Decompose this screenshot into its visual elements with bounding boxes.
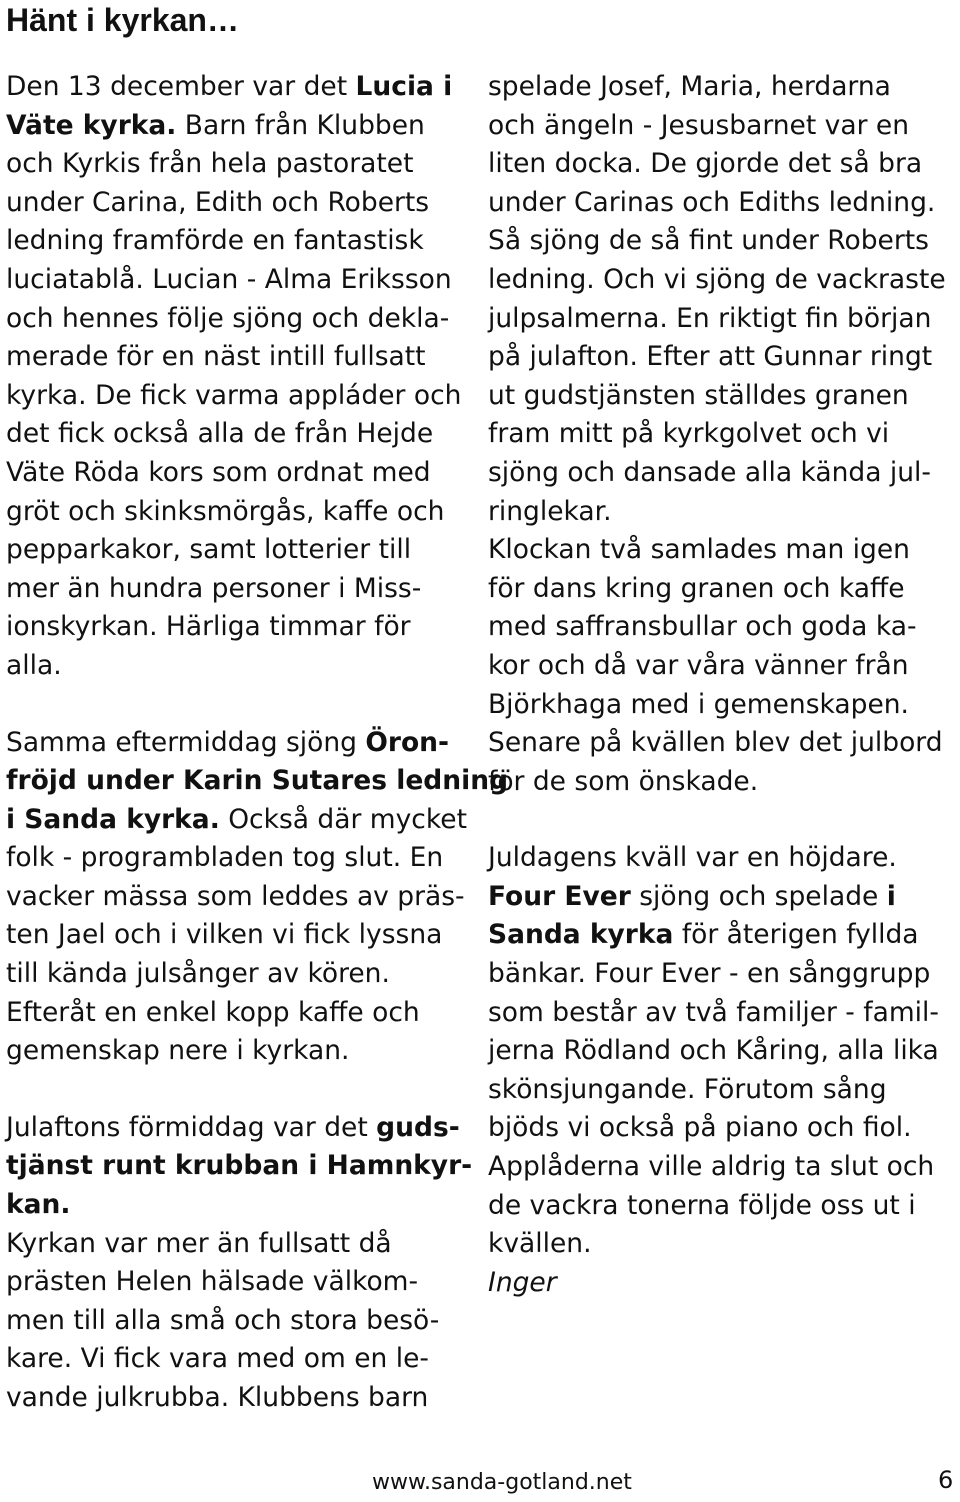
text-line: på julafton. Efter att Gunnar ringt: [488, 341, 933, 373]
text-line: Kyrkan var mer än fullsatt då: [6, 1227, 392, 1259]
footer-url: www.sanda-gotland.net: [372, 1470, 632, 1495]
text-line: och hennes följe sjöng och dekla-: [6, 302, 450, 334]
text-line: Väte kyrka. Barn från Klubben: [6, 109, 425, 141]
paragraph-spacer: [6, 686, 476, 724]
text-line: Väte Röda kors som ordnat med: [6, 456, 431, 488]
text-line: mer än hundra personer i Miss-: [6, 572, 422, 604]
text-line: merade för en näst intill fullsatt: [6, 341, 426, 373]
bold-text: Öron-: [365, 726, 450, 758]
text-line: under Carinas och Ediths ledning.: [488, 186, 936, 218]
bold-text: Lucia i: [355, 71, 453, 102]
text-line: som består av två familjer - famil-: [488, 996, 939, 1028]
paragraph-spacer: [6, 1071, 476, 1109]
left-column: [6, 68, 509, 1418]
text-line: Så sjöng de så fint under Roberts: [488, 225, 929, 257]
text-line: ionskyrkan. Härliga timmar för: [6, 611, 411, 643]
text-line: Applåderna ville aldrig ta slut och: [488, 1151, 935, 1183]
text-line: spelade Josef, Maria, herdarna: [488, 71, 891, 102]
text-line: kvällen.: [488, 1228, 592, 1260]
text-line: Julaftons förmiddag var det guds-: [6, 1111, 460, 1143]
bold-text: i Sanda kyrka.: [6, 803, 220, 835]
text-line: Juldagens kväll var en höjdare.: [488, 842, 897, 874]
paragraph-julafton-cont: [488, 68, 954, 801]
text-line: jerna Rödland och Kåring, alla lika: [488, 1035, 939, 1067]
text-line: kare. Vi fick vara med om en le-: [6, 1343, 429, 1375]
text-line: till kända julsånger av kören.: [6, 958, 390, 990]
text-line: gröt och skinksmörgås, kaffe och: [6, 495, 445, 527]
text-line: sjöng och dansade alla kända jul-: [488, 456, 931, 488]
text-line: i Sanda kyrka. Också där mycket: [6, 803, 467, 835]
text-line: Björkhaga med i gemenskapen.: [488, 688, 909, 720]
text-line: Samma eftermiddag sjöng Öron-: [6, 726, 450, 758]
text-line: ten Jael och i vilken vi fick lyssna: [6, 919, 443, 951]
text-line: de vackra tonerna följde oss ut i: [488, 1189, 916, 1221]
text-line: tjänst runt krubban i Hamnkyr-: [6, 1150, 473, 1182]
text-line: pepparkakor, samt lotterier till: [6, 534, 412, 566]
text-line: Sanda kyrka för återigen fyllda: [488, 919, 919, 951]
text-line: ledning. Och vi sjöng de vackraste: [488, 263, 946, 295]
article-title: Hänt i kyrkan…: [6, 2, 239, 38]
bold-text: guds-: [376, 1111, 460, 1143]
text-line: fröjd under Karin Sutares ledning: [6, 765, 509, 797]
text-line: julpsalmerna. En riktigt fin början: [488, 302, 932, 334]
text-line: Efteråt en enkel kopp kaffe och: [6, 996, 420, 1028]
text-line: fram mitt på kyrkgolvet och vi: [488, 418, 890, 450]
bold-text: Sanda kyrka: [488, 919, 674, 951]
paragraph-juldagen: [488, 839, 954, 1302]
text-line: men till alla små och stora besö-: [6, 1304, 440, 1336]
text-line: vande julkrubba. Klubbens barn: [6, 1382, 429, 1413]
text-line: folk - programbladen tog slut. En: [6, 842, 444, 874]
text-line: ut gudstjänsten ställdes granen: [488, 379, 909, 411]
text-line: kyrka. De fick varma appláder och: [6, 379, 462, 411]
bold-text: Väte kyrka.: [6, 109, 177, 141]
text-line: under Carina, Edith och Roberts: [6, 186, 430, 218]
text-line: Klockan två samlades man igen: [488, 534, 910, 566]
signature: Inger: [488, 1266, 557, 1298]
text-line: prästen Helen hälsade välkom-: [6, 1266, 419, 1298]
text-line: Four Ever sjöng och spelade i: [488, 880, 896, 912]
text-line: för dans kring granen och kaffe: [488, 572, 905, 604]
text-line: Den 13 december var det Lucia i: [6, 71, 453, 102]
text-line: kan.: [6, 1189, 71, 1221]
text-line: bänkar. Four Ever - en sånggrupp: [488, 958, 931, 990]
text-line: och Kyrkis från hela pastoratet: [6, 148, 414, 180]
paragraph-lucia: [6, 68, 476, 686]
page-number: 6: [938, 1466, 954, 1494]
text-line: och ängeln - Jesusbarnet var en: [488, 109, 909, 141]
text-line: bjöds vi också på piano och fiol.: [488, 1112, 912, 1144]
paragraph-oronfrojd: [6, 724, 509, 1071]
text-line: för de som önskade.: [488, 765, 759, 797]
text-line: kor och då var våra vänner från: [488, 649, 909, 681]
text-line: ringlekar.: [488, 495, 612, 527]
right-column: [488, 68, 954, 1302]
text-line: gemenskap nere i kyrkan.: [6, 1035, 350, 1067]
bold-text: Four Ever: [488, 880, 631, 912]
paragraph-spacer: [488, 801, 954, 839]
text-line: det fick också alla de från Hejde: [6, 418, 434, 450]
text-line: med saffransbullar och goda ka-: [488, 611, 917, 643]
text-line: vacker mässa som leddes av präs-: [6, 880, 465, 912]
text-line: liten docka. De gjorde det så bra: [488, 148, 923, 180]
text-line: Senare på kvällen blev det julbord: [488, 727, 943, 759]
paragraph-julafton: [6, 1109, 476, 1418]
bold-text: i: [886, 880, 896, 912]
text-line: ledning framförde en fantastisk: [6, 225, 424, 257]
text-line: skönsjungande. Förutom sång: [488, 1073, 887, 1105]
text-line: alla.: [6, 649, 62, 681]
text-line: luciatablå. Lucian - Alma Eriksson: [6, 263, 452, 295]
